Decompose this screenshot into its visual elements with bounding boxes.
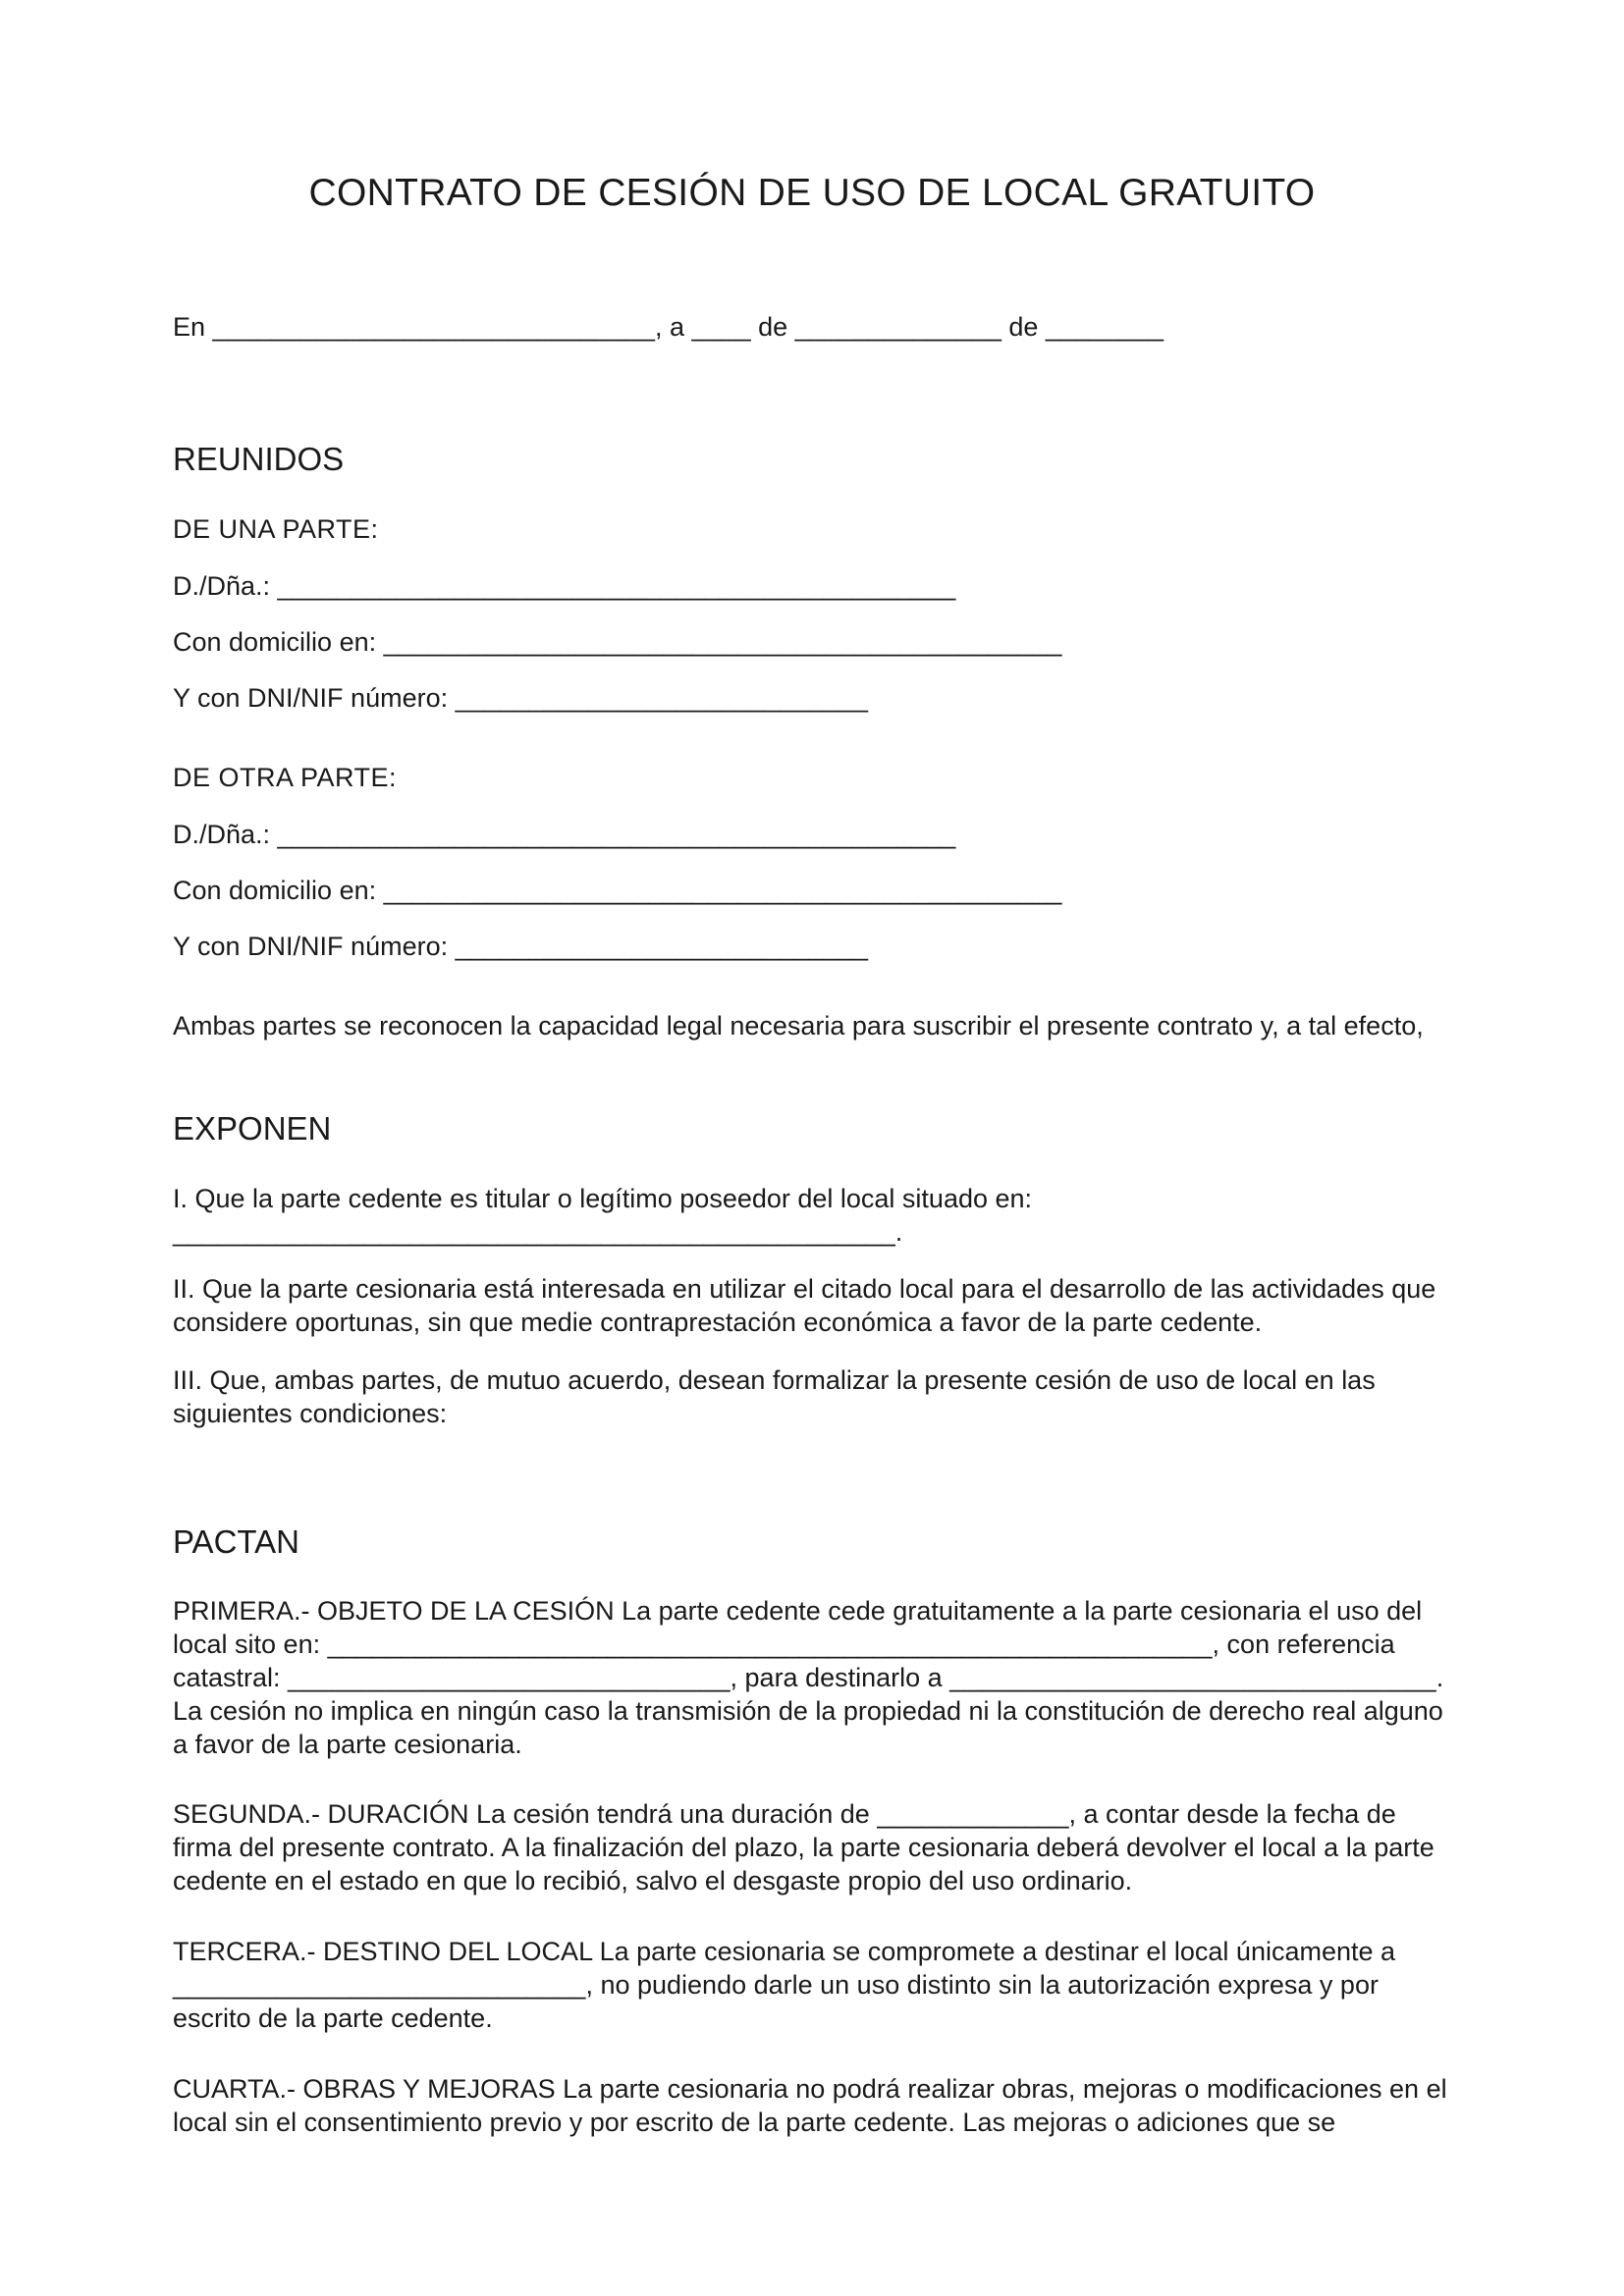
party-two-name-line: D./Dña.: ______________________________________________ xyxy=(173,820,956,849)
party-two-address-line: Con domicilio en: ______________________________________________ xyxy=(173,876,1062,905)
exponen-heading: EXPONEN xyxy=(173,1110,332,1147)
clause-tercera: TERCERA.- DESTINO DEL LOCAL La parte cesionaria se compromete a destinar el local únicamente a ____________________________, no pudiendo darle un uso distinto sin la autorización expresa y por escrito de la parte cedente. xyxy=(173,1937,1396,2033)
pactan-heading: PACTAN xyxy=(173,1523,299,1560)
party-two-id-line: Y con DNI/NIF número: ____________________________ xyxy=(173,932,869,961)
clause-primera: PRIMERA.- OBJETO DE LA CESIÓN La parte cedente cede gratuitamente a la parte cesionaria el uso del local sito en: ____________________________________________________________, con referencia catastral: ______________________________, para destinarlo a _________________________________. La cesión no implica en ningún caso la transmisión de la propiedad ni la constitución de derecho real alguno a favor de la parte cesionaria. xyxy=(173,1596,1444,1759)
document-title: CONTRATO DE CESIÓN DE USO DE LOCAL GRATUITO xyxy=(308,172,1316,214)
party-one-name-line: D./Dña.: ______________________________________________ xyxy=(173,571,956,601)
party-one-address-line: Con domicilio en: ______________________________________________ xyxy=(173,627,1062,657)
reunidos-heading: REUNIDOS xyxy=(173,441,345,477)
exponen-item: I. Que la parte cedente es titular o legítimo poseedor del local situado en: _________________________________________________. xyxy=(173,1184,1033,1247)
party-one-id-line: Y con DNI/NIF número: ____________________________ xyxy=(173,683,869,713)
party-one-label: DE UNA PARTE: xyxy=(173,514,379,544)
place-date-line: En ______________________________, a ____ de ______________ de ________ xyxy=(173,312,1164,342)
exponen-item: III. Que, ambas partes, de mutuo acuerdo, desean formalizar la presente cesión de uso de local en las siguientes condiciones: xyxy=(173,1365,1376,1428)
party-two-label: DE OTRA PARTE: xyxy=(173,763,398,792)
clause-cuarta: CUARTA.- OBRAS Y MEJORAS La parte cesionaria no podrá realizar obras, mejoras o modificaciones en el local sin el consentimiento previo y por escrito de la parte cedente. Las mejoras o adiciones que se xyxy=(173,2074,1447,2137)
capacity-paragraph: Ambas partes se reconocen la capacidad legal necesaria para suscribir el presente contrato y, a tal efecto, xyxy=(173,1011,1424,1041)
exponen-item: II. Que la parte cesionaria está interesada en utilizar el citado local para el desarrollo de las actividades que considere oportunas, sin que medie contraprestación económica a favor de la parte cedente. xyxy=(173,1274,1436,1337)
clause-segunda: SEGUNDA.- DURACIÓN La cesión tendrá una duración de _____________, a contar desde la fecha de firma del presente contrato. A la finalización del plazo, la parte cesionaria deberá devolver el local a la parte cedente en el estado en que lo recibió, salvo el desgaste propio del uso ordinario. xyxy=(173,1799,1435,1896)
